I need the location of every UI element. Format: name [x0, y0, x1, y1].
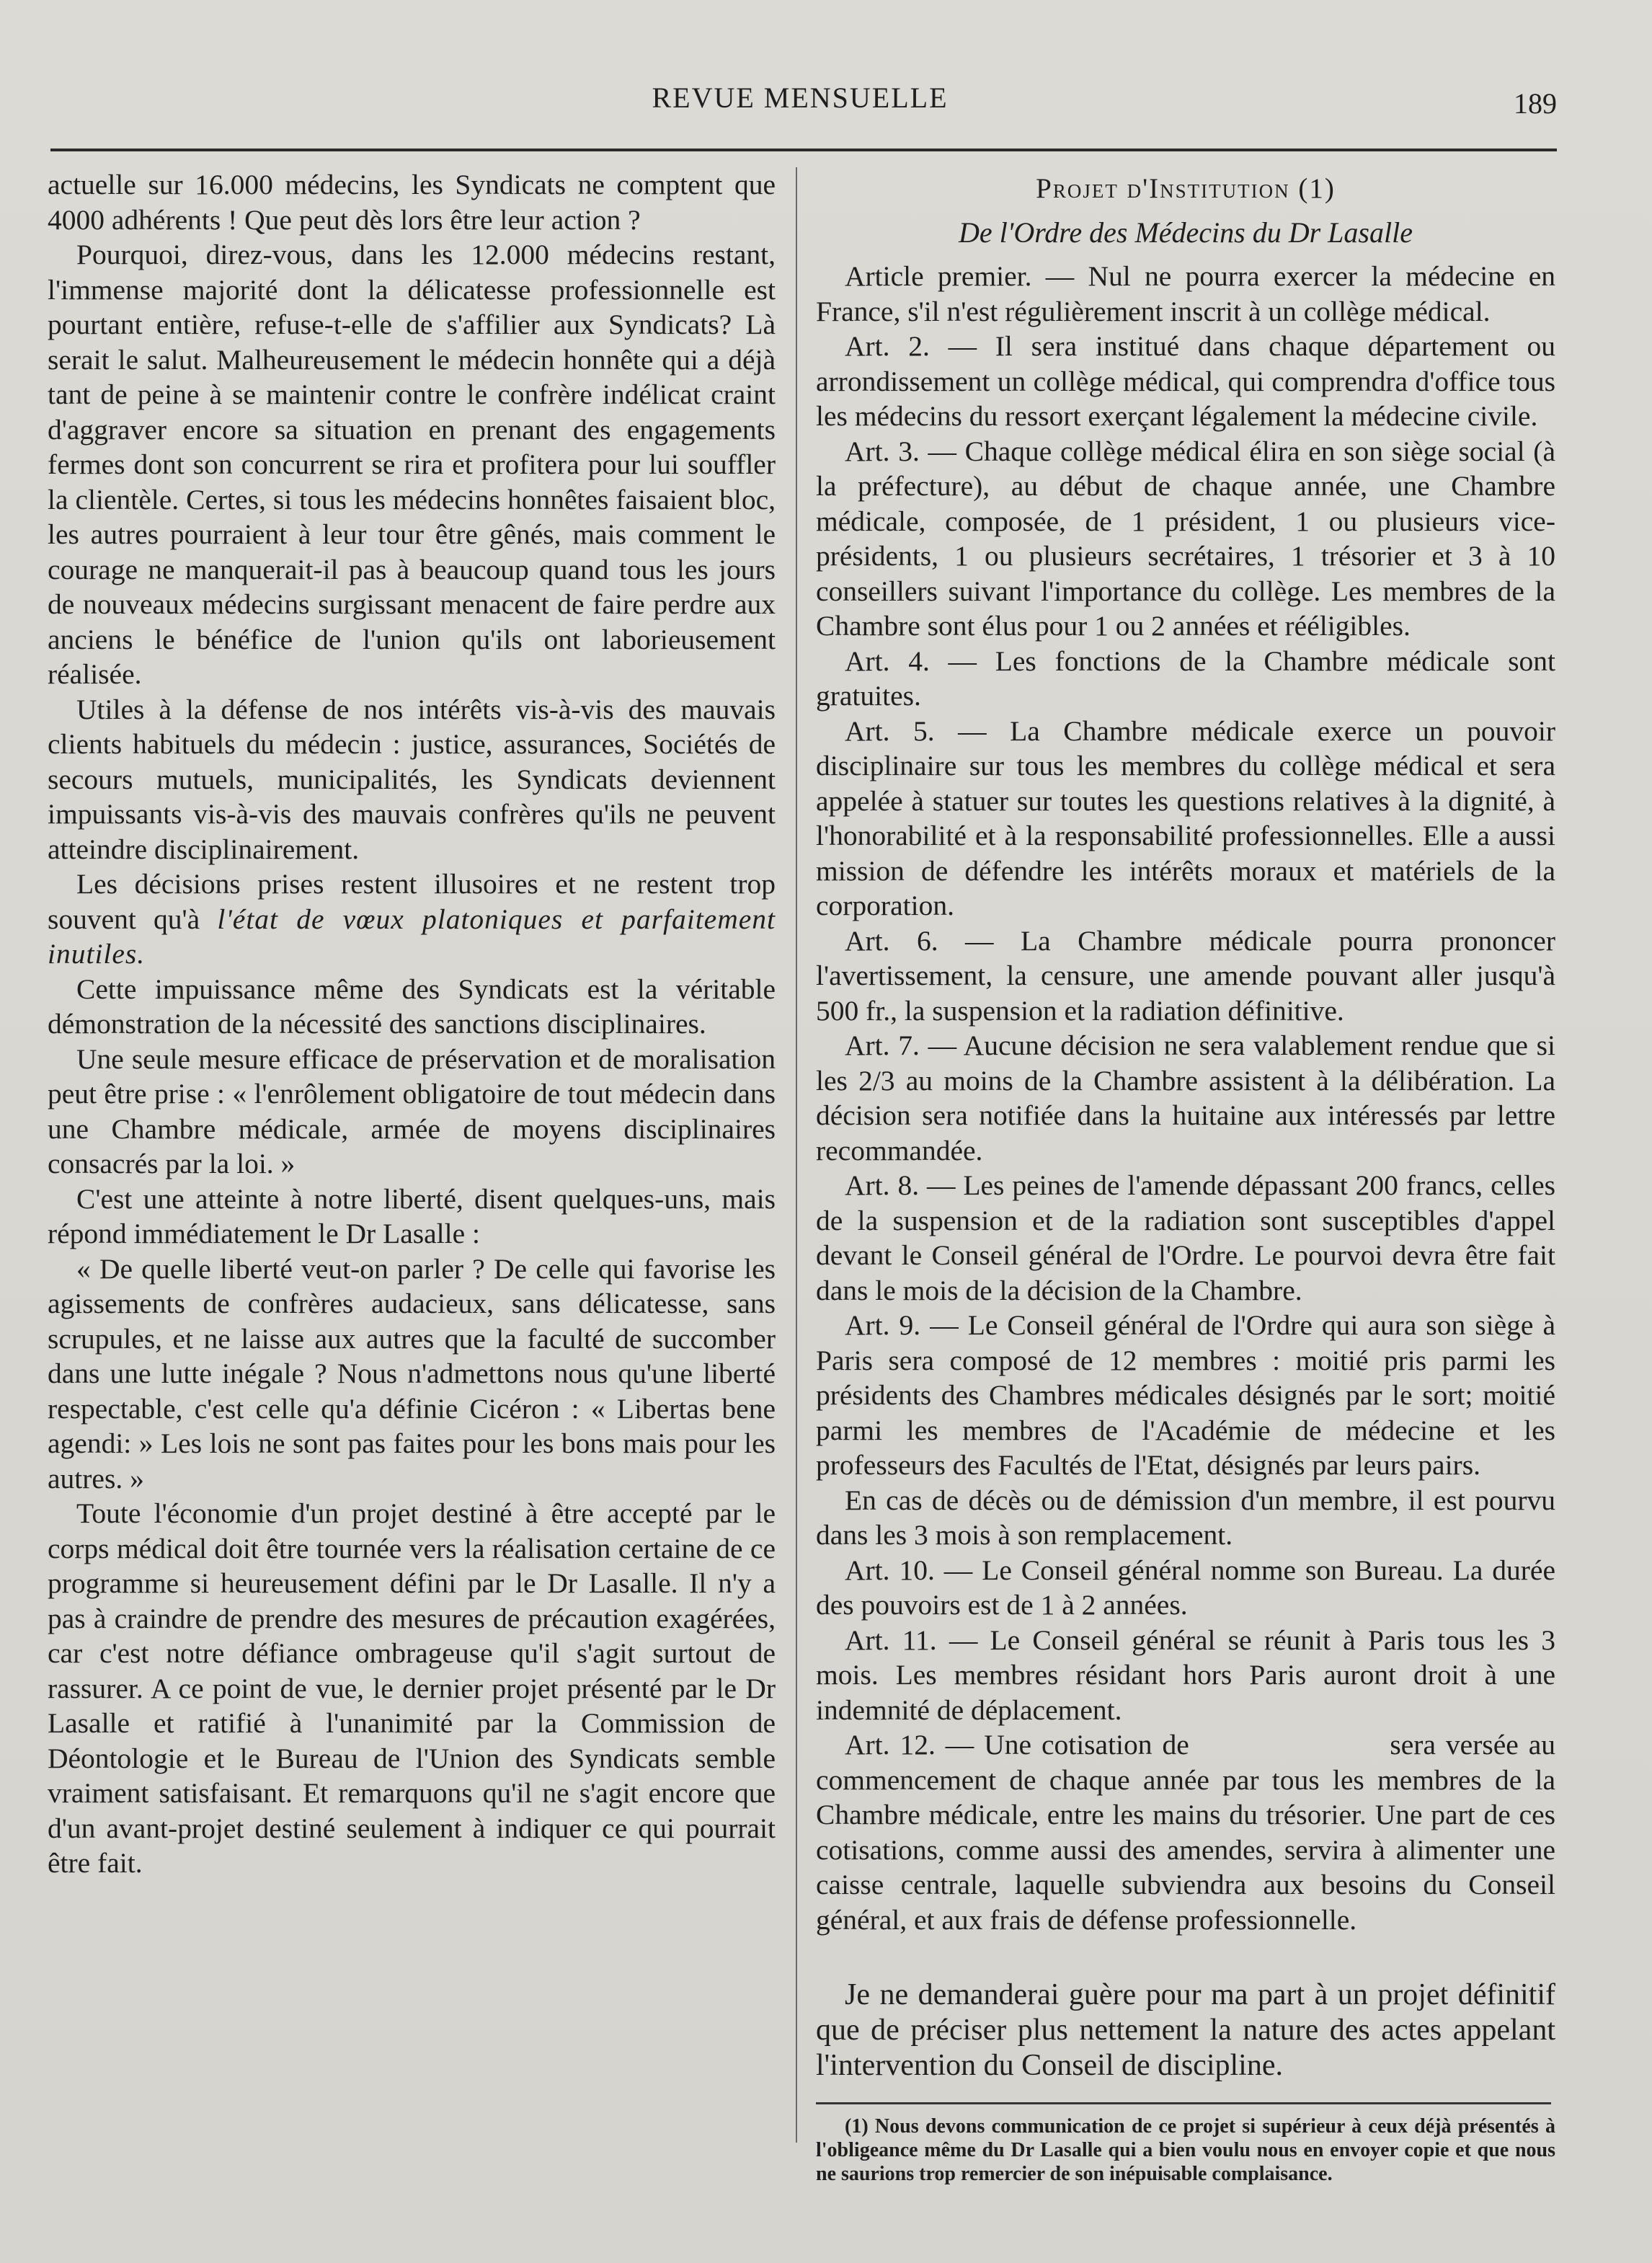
article: En cas de décès ou de démission d'un membre, il est pourvu dans les 3 mois à son remplacement.: [816, 1484, 1555, 1551]
paragraph: Une seule mesure efficace de préservation et de moralisation peut être prise : « l'enrôlement obligatoire de tout médecin dans une Chambre médicale, armée de moyens disciplinaires consacrés par la loi. »: [48, 1042, 776, 1179]
paragraph: C'est une atteinte à notre liberté, disent quelques-uns, mais répond immédiatement le Dr Lasalle :: [48, 1182, 776, 1249]
paragraph: Toute l'économie d'un projet destiné à être accepté par le corps médical doit être tournée vers la réalisation certaine de ce programme si heureusement défini par le Dr Lasalle. Il n'y a pas à craindre de prendre des mesures de précaution exagérées, car c'est notre défiance ombrageuse qu'il s'agit surtout de rassurer. A ce point de vue, le dernier projet présenté par le Dr Lasalle et ratifié à l'unanimité par la Commission de Déontologie et le Bureau de l'Union des Syndicats semble vraiment satisfaisant. Et remarquons qu'il ne s'agit encore que d'un avant-projet destiné seulement à indiquer ce qui pourrait être fait.: [48, 1497, 776, 1879]
paragraph: [48, 867, 776, 972]
article: Art. 3. — Chaque collège médical élira en son siège social (à la préfecture), au début de chaque année, une Chambre médicale, composée, de 1 président, 1 ou plusieurs vice-présidents, 1 ou plusieurs secrétaires, 1 trésorier et 3 à 10 conseillers suivant l'importance du collège. Les membres de la Chambre sont élus pour 1 ou 2 années et rééligibles.: [816, 435, 1555, 642]
left-column: [48, 167, 776, 1881]
header-rule: [50, 149, 1557, 151]
italic-phrase: l'état de vœux platoniques et parfaitement inutiles.: [48, 903, 776, 970]
article: Art. 8. — Les peines de l'amende dépassant 200 francs, celles de la suspension et de la radiation sont susceptibles d'appel devant le Conseil général de l'Ordre. Le pourvoi devra être fait dans le mois de la décision de la Chambre.: [816, 1169, 1555, 1306]
paragraph: Cette impuissance même des Syndicats est la véritable démonstration de la nécessité des sanctions disciplinaires.: [48, 973, 776, 1040]
footnote-text: (1) Nous devons communication de ce projet si supérieur à ceux déjà présentés à l'obligeance même du Dr Lasalle qui a bien voulu nous en envoyer copie et que nous ne saurions trop remercier de son inépuisable complaisance.: [816, 2115, 1555, 2185]
column-separator: [796, 167, 797, 2143]
article: Art. 10. — Le Conseil général nomme son Bureau. La durée des pouvoirs est de 1 à 2 années.: [816, 1554, 1555, 1621]
project-title: Projet d'Institution (1): [1036, 173, 1336, 204]
running-title: REVUE MENSUELLE: [652, 81, 949, 114]
closing-paragraph: Je ne demanderai guère pour ma part à un projet définitif que de préciser plus nettement la nature des actes appelant l'intervention du Conseil de discipline.: [816, 1978, 1555, 2082]
article: Art. 5. — La Chambre médicale exerce un pouvoir disciplinaire sur tous les membres du collège médical et sera appelée à statuer sur toutes les questions relatives à la dignité, à l'honorabilité et à la responsabilité professionnelles. Elle a aussi mission de défendre les intérêts moraux et matériels de la corporation.: [816, 714, 1555, 921]
paragraph: actuelle sur 16.000 médecins, les Syndicats ne comptent que 4000 adhérents ! Que peut dès lors être leur action ?: [48, 169, 776, 236]
footnote: [816, 2114, 1555, 2186]
article: Art. 7. — Aucune décision ne sera valablement rendue que si les 2/3 au moins de la Chambre assistent à la délibération. La décision sera notifiée dans la huitaine aux intéressés par lettre recommandée.: [816, 1029, 1555, 1166]
paragraph-text: Les décisions prises restent illusoires et ne restent trop souvent qu'à: [48, 868, 776, 935]
footnote-rule: [816, 2102, 1551, 2104]
page-number: 189: [1514, 87, 1557, 120]
article: Art. 6. — La Chambre médicale pourra prononcer l'avertissement, la censure, une amende pouvant aller jusqu'à 500 fr., la suspension et la radiation définitive.: [816, 924, 1555, 1027]
quotation-paragraph: « De quelle liberté veut-on parler ? De celle qui favorise les agissements de confrères audacieux, sans délicatesse, sans scrupules, et ne laisse aux autres que la faculté de succomber dans une lutte inégale ? Nous n'admettons nous qu'une liberté respectable, c'est celle qu'a définie Cicéron : « Libertas bene agendi: » Les lois ne sont pas faites pour les bons mais pour les autres. »: [48, 1252, 776, 1494]
article: Article premier. — Nul ne pourra exercer la médecine en France, s'il n'est régulièrement inscrit à un collège médical.: [816, 260, 1555, 327]
paragraph: Utiles à la défense de nos intérêts vis-à-vis des mauvais clients habituels du médecin : justice, assurances, Sociétés de secours mutuels, municipalités, les Syndicats deviennent impuissants vis-à-vis des mauvais confrères qu'ils ne peuvent atteindre disciplinairement.: [48, 693, 776, 865]
article: Art. 9. — Le Conseil général de l'Ordre qui aura son siège à Paris sera composé de 12 membres : moitié pris parmi les présidents des Chambres médicales désignés par le sort; moitié parmi les membres de l'Académie de médecine et les professeurs des Facultés de l'Etat, désignés par leurs pairs.: [816, 1309, 1555, 1481]
article: Art. 4. — Les fonctions de la Chambre médicale sont gratuites.: [816, 645, 1555, 712]
project-subtitle: De l'Ordre des Médecins du Dr Lasalle: [959, 216, 1413, 249]
article: Art. 11. — Le Conseil général se réunit à Paris tous les 3 mois. Les membres résidant hors Paris auront droit à une indemnité de déplacement.: [816, 1624, 1555, 1726]
article: Art. 2. — Il sera institué dans chaque département ou arrondissement un collège médical, qui comprendra d'office tous les médecins du ressort exerçant légalement la médecine civile.: [816, 330, 1555, 432]
right-column: [816, 167, 1563, 2186]
paragraph: Pourquoi, direz-vous, dans les 12.000 médecins restant, l'immense majorité dont la délicatesse professionnelle est pourtant entière, refuse-t-elle de s'affilier aux Syndicats? Là serait le salut. Malheureusement le médecin honnête qui a déjà tant de peine à se maintenir contre le confrère indélicat craint d'aggraver encore sa situation en prenant des engagements fermes dont son concurrent se rira et profitera pour lui souffler la clientèle. Certes, si tous les médecins honnêtes faisaient bloc, les autres pourraient à leur tour être gênés, mais comment le courage ne manquerait-il pas à beaucoup quand tous les jours de nouveaux médecins surgissant menacent de faire perdre aux anciens le bénéfice de l'union qu'ils ont laborieusement réalisée.: [48, 239, 776, 690]
page-header: [43, 81, 1557, 124]
article: Art. 12. — Une cotisation de sera versée au commencement de chaque année par tous les membres de la Chambre médicale, entre les mains du trésorier. Une part de ces cotisations, comme aussi des amendes, servira à alimenter une caisse centrale, laquelle subviendra aux besoins du Conseil général, et aux frais de défense professionnelle.: [816, 1729, 1563, 1936]
